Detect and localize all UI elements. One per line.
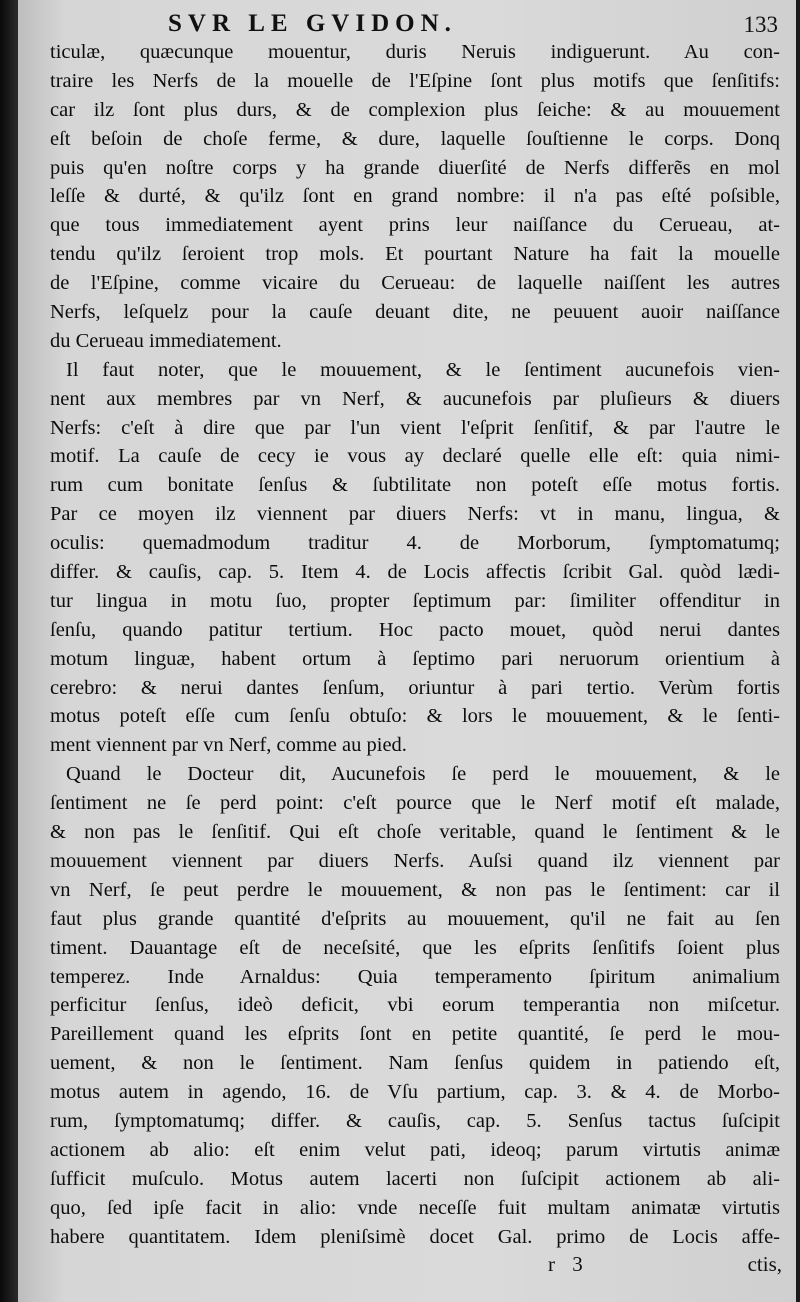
- text-line: que tous immediatement ayent prins leur naiſſance du Cerueau, at-: [50, 214, 780, 237]
- text-line: tendu qu'ilz ſeroient trop mols. Et pourtant Nature ha fait la mouelle: [50, 243, 780, 266]
- text-line: habere quantitatem. Idem pleniſsimè docet Gal. primo de Locis affe-: [50, 1225, 780, 1248]
- text-line: leſſe & durté, & qu'ilz ſont en grand nombre: il n'a pas eſté poſsible,: [50, 185, 780, 208]
- page-number: 133: [743, 12, 778, 37]
- text-line: traire les Nerfs de la mouelle de l'Eſpine ſont plus motifs que ſenſitifs:: [50, 69, 780, 92]
- text-line: mouuement viennent par diuers Nerfs. Auſsi quand ilz viennent par: [50, 849, 780, 872]
- text-line: & non pas le ſenſitif. Qui eſt choſe veritable, quand le ſentiment & le: [50, 821, 780, 844]
- page-footer: [18, 1248, 796, 1284]
- text-line: motif. La cauſe de cecy ie vous ay declaré quelle elle eſt: quia nimi-: [50, 445, 780, 468]
- paragraph: [50, 38, 780, 356]
- text-line: cerebro: & nerui dantes ſenſum, oriuntur à pari tertio. Verùm fortis: [50, 676, 780, 699]
- text-line: ticulæ, quæcunque mouentur, duris Neruis indiguerunt. Au con-: [50, 41, 780, 63]
- text-line: puis qu'en noſtre corps y ha grande diuerſité de Nerfs differẽs en mol: [50, 156, 780, 179]
- text-line: ſufficit muſculo. Motus autem lacerti non ſuſcipit actionem ab ali-: [50, 1167, 780, 1190]
- text-line: rum cum bonitate ſenſus & ſubtilitate non poteſt eſſe motus fortis.: [50, 474, 780, 497]
- text-line: nent aux membres par vn Nerf, & aucunefois par pluſieurs & diuers: [50, 387, 780, 410]
- running-head: SVR LE GVIDON.: [168, 10, 457, 37]
- text-line: oculis: quemadmodum traditur 4. de Morborum, ſymptomatumq;: [50, 532, 780, 555]
- text-line: Il faut noter, que le mouuement, & le ſentiment aucunefois vien-: [66, 358, 780, 381]
- text-line: motum linguæ, habent ortum à ſeptimo pari neruorum orientium à: [50, 647, 780, 670]
- text-line: tur lingua in motu ſuo, propter ſeptimum par: ſimiliter offenditur in: [50, 589, 780, 612]
- text-line: perficitur ſenſus, ideò deficit, vbi eorum temperantia non miſcetur.: [50, 994, 780, 1017]
- text-line: motus autem in agendo, 16. de Vſu partium, cap. 3. & 4. de Morbo-: [50, 1081, 780, 1104]
- text-line: Pareillement quand les eſprits ſont en petite quantité, ſe perd le mou-: [50, 1023, 780, 1046]
- text-line: Quand le Docteur dit, Aucunefois ſe perd le mouuement, & le: [66, 763, 780, 786]
- text-line: temperez. Inde Arnaldus: Quia temperamento ſpiritum animalium: [50, 965, 780, 988]
- text-line: actionem ab alio: eſt enim velut pati, ideoq; parum virtutis animæ: [50, 1138, 780, 1161]
- text-line: Par ce moyen ilz viennent par diuers Nerfs: vt in manu, lingua, &: [50, 503, 780, 526]
- text-line: uement, & non le ſentiment. Nam ſenſus quidem in patiendo eſt,: [50, 1052, 780, 1075]
- text-line: motus poteſt eſſe cum ſenſu obtuſo: & lors le mouuement, & le ſenti-: [50, 705, 780, 728]
- text-line: eſt beſoin de choſe ferme, & dure, laquelle ſouſtienne le corps. Donq: [50, 127, 780, 150]
- paragraph: [50, 760, 780, 1251]
- paragraph: [50, 356, 780, 760]
- text-line: de l'Eſpine, comme vicaire du Cerueau: de laquelle naiſſent les autres: [50, 272, 780, 295]
- text-line: Nerfs: c'eſt à dire que par l'un vient l'eſprit ſenſitif, & par l'autre le: [50, 416, 780, 439]
- body-text: [50, 38, 780, 1251]
- text-line: differ. & cauſis, cap. 5. Item 4. de Locis affectis ſcribit Gal. quòd lædi-: [50, 561, 780, 584]
- text-line: ment viennent par vn Nerf, comme au pied.: [50, 734, 407, 757]
- text-line: rum, ſymptomatumq; differ. & cauſis, cap. 5. Senſus tactus ſuſcipit: [50, 1109, 780, 1132]
- binding-edge-shadow: [0, 0, 18, 1302]
- text-line: ſenſu, quando patitur tertium. Hoc pacto mouet, quòd nerui dantes: [50, 618, 780, 641]
- text-line: quo, ſed ipſe facit in alio: vnde neceſſe fuit multam animatæ virtutis: [50, 1196, 780, 1219]
- text-line: car ilz ſont plus durs, & de complexion plus ſeiche: & au mouuement: [50, 98, 780, 121]
- text-line: timent. Dauantage eſt de neceſsité, que les eſprits ſenſitifs ſoient plus: [50, 936, 780, 959]
- catchword: ctis,: [747, 1252, 782, 1276]
- book-page: [18, 0, 796, 1302]
- text-line: ſentiment ne ſe perd point: c'eſt pource que le Nerf motif eſt malade,: [50, 792, 780, 815]
- signature-mark: r 3: [548, 1252, 589, 1276]
- text-line: Nerfs, leſquelz pour la cauſe deuant dite, ne peuuent auoir naiſſance: [50, 301, 780, 324]
- text-line: du Cerueau immediatement.: [50, 329, 282, 352]
- text-line: faut plus grande quantité d'eſprits au mouuement, qu'il ne fait au ſen: [50, 907, 780, 930]
- text-line: vn Nerf, ſe peut perdre le mouuement, & non pas le ſentiment: car il: [50, 878, 780, 901]
